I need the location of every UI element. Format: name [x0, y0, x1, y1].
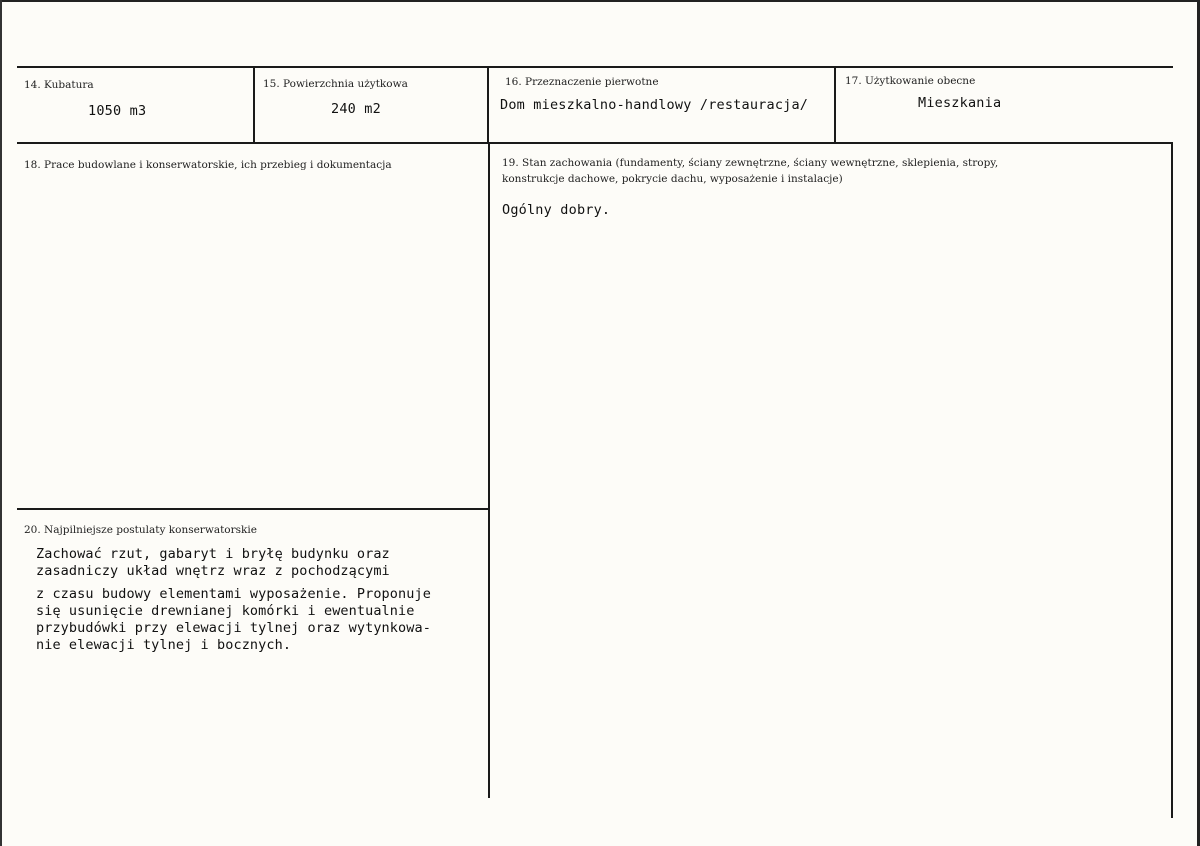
field-17-label: 17. Użytkowanie obecne — [845, 75, 976, 87]
field-15-label: 15. Powierzchnia użytkowa — [263, 78, 408, 90]
field-14-value: 1050 m3 — [88, 103, 147, 119]
field-17-value: Mieszkania — [918, 95, 1002, 111]
top-row-upper-rule — [17, 66, 1173, 68]
field-19-label-line-2: konstrukcje dachowe, pokrycie dachu, wyposażenie i instalacje) — [502, 173, 843, 185]
top-row-lower-rule — [17, 142, 1173, 144]
field-20-line: Zachować rzut, gabaryt i bryłę budynku oraz — [36, 546, 390, 562]
field-20-text — [36, 546, 431, 654]
card-left-edge — [0, 0, 2, 846]
card-top-edge — [0, 0, 1200, 2]
field-14-label: 14. Kubatura — [24, 79, 94, 91]
field-20-line: się usunięcie drewnianej komórki i ewentualnie — [36, 603, 415, 619]
field-20-line: przybudówki przy elewacji tylnej oraz wytynkowa- — [36, 620, 431, 636]
field-20-line: zasadniczy układ wnętrz wraz z pochodzącymi — [36, 563, 390, 579]
divider-15-16 — [487, 66, 489, 144]
field-20-label: 20. Najpilniejsze postulaty konserwatorskie — [24, 524, 257, 536]
divider-14-15 — [253, 66, 255, 144]
right-border-rule — [1171, 142, 1173, 818]
field-20-line: z czasu budowy elementami wyposażenie. Proponuje — [36, 586, 431, 602]
field-20-line: nie elewacji tylnej i bocznych. — [36, 637, 292, 653]
field-19-label-line-1: 19. Stan zachowania (fundamenty, ściany zewnętrzne, ściany wewnętrzne, sklepienia, stropy, — [502, 157, 999, 169]
field-19-value: Ogólny dobry. — [502, 202, 611, 218]
section-18-20-divider — [17, 508, 489, 510]
field-16-label: 16. Przeznaczenie pierwotne — [505, 76, 659, 88]
field-15-value: 240 m2 — [331, 101, 381, 117]
field-18-label: 18. Prace budowlane i konserwatorskie, ich przebieg i dokumentacja — [24, 159, 392, 171]
divider-left-right-columns — [488, 142, 490, 798]
field-16-value: Dom mieszkalno-handlowy /restauracja/ — [500, 97, 809, 113]
divider-16-17 — [834, 66, 836, 144]
